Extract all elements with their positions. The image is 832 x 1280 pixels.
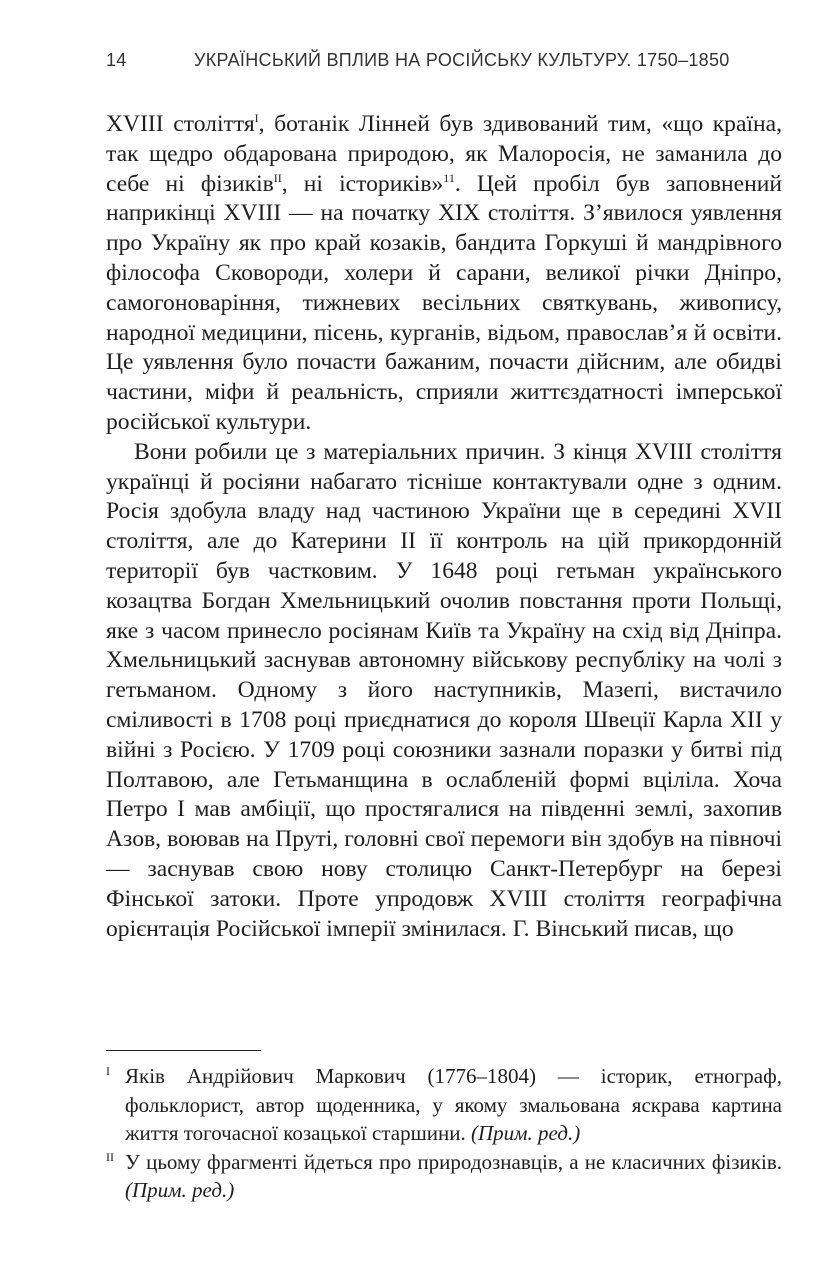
footnote-1 xyxy=(106,1062,782,1148)
footnote-ref-1: I xyxy=(254,111,259,125)
paragraph-1-part-3: , ні істориків» xyxy=(281,170,444,197)
page-number: 14 xyxy=(106,50,127,70)
footnotes xyxy=(106,1062,782,1205)
footnote-2-marker: II xyxy=(106,1149,114,1164)
running-head xyxy=(106,50,782,71)
running-title: УКРАЇНСЬКИЙ ВПЛИВ НА РОСІЙСЬКУ КУЛЬТУРУ. 1750–1850 xyxy=(194,50,730,70)
paragraph-1-part-1: XVIII століття xyxy=(106,111,255,137)
footnote-1-editor-note: (Прим. ред.) xyxy=(470,1121,581,1146)
footnote-2-text: У цьому фрагменті йдеться про природознавців, а не класичних фізиків. xyxy=(125,1149,782,1174)
paragraph-1 xyxy=(106,110,782,438)
footnote-1-text: Яків Андрійович Маркович (1776–1804) — історик, етнограф, фольклорист, автор щоденника, у якому змальована яскрава картина життя тогочасної козацької старшини. xyxy=(125,1064,782,1146)
footnote-2 xyxy=(106,1148,782,1205)
body-text xyxy=(106,110,782,944)
footnote-ref-2: II xyxy=(273,170,282,185)
endnote-ref-11: 11 xyxy=(443,170,455,185)
paragraph-1-part-4: . Цей пробіл був заповнений наприкінці XVIII — на початку XIX століття. З’явилося уявлення про Україну як про край козаків, бандита Горкуші й мандрівного філософа Сковороди, холери й сарани, великої річки Дніпро, самогоноваріння, тижневих весільних святкувань, живопису, народної медицини, пісень, курганів, відьом, православ’я й освіти. Це уявлення було почасти бажаним, почасти дійсним, але обидві частини, міфи й реальність, сприяли життєздатності імперської російської культури. xyxy=(106,170,782,435)
paragraph-1-part-2: , ботанік Лінней був здивований тим, «що країна, так щедро обдарована природою, як Малоросія, не заманила до себе ні фізиків xyxy=(106,111,782,197)
footnote-2-editor-note: (Прим. ред.) xyxy=(125,1178,235,1203)
footnote-1-marker: I xyxy=(106,1064,110,1078)
footnote-separator xyxy=(106,1050,261,1051)
paragraph-2: Вони робили це з матеріальних причин. З кінця XVIII століття українці й росіяни набагато тісніше контактували одне з одним. Росія здобула владу над частиною України ще в середині XVII століття, але до Катерини II її контроль на цій прикордонній території був частковим. У 1648 році гетьман українського козацтва Богдан Хмельницький очолив повстання проти Польщі, яке з часом принесло росіянам Київ та Україну на схід від Дніпра. Хмельницький заснував автономну військову республіку на чолі з гетьманом. Одному з його наступників, Мазепі, вистачило сміливості в 1708 році приєднатися до короля Швеції Карла XII у війні з Росією. У 1709 році союзники зазнали поразки у битві під Полтавою, але Гетьманщина в ослабленій формі вціліла. Хоча Петро I мав амбіції, що простягалися на південні землі, захопив Азов, воював на Пруті, головні свої перемоги він здобув на півночі — заснував свою нову столицю Санкт-Петербург на березі Фінської затоки. Проте упродовж XVIII століття географічна орієнтація Російської імперії змінилася. Г. Вінський писав, що xyxy=(106,438,782,942)
